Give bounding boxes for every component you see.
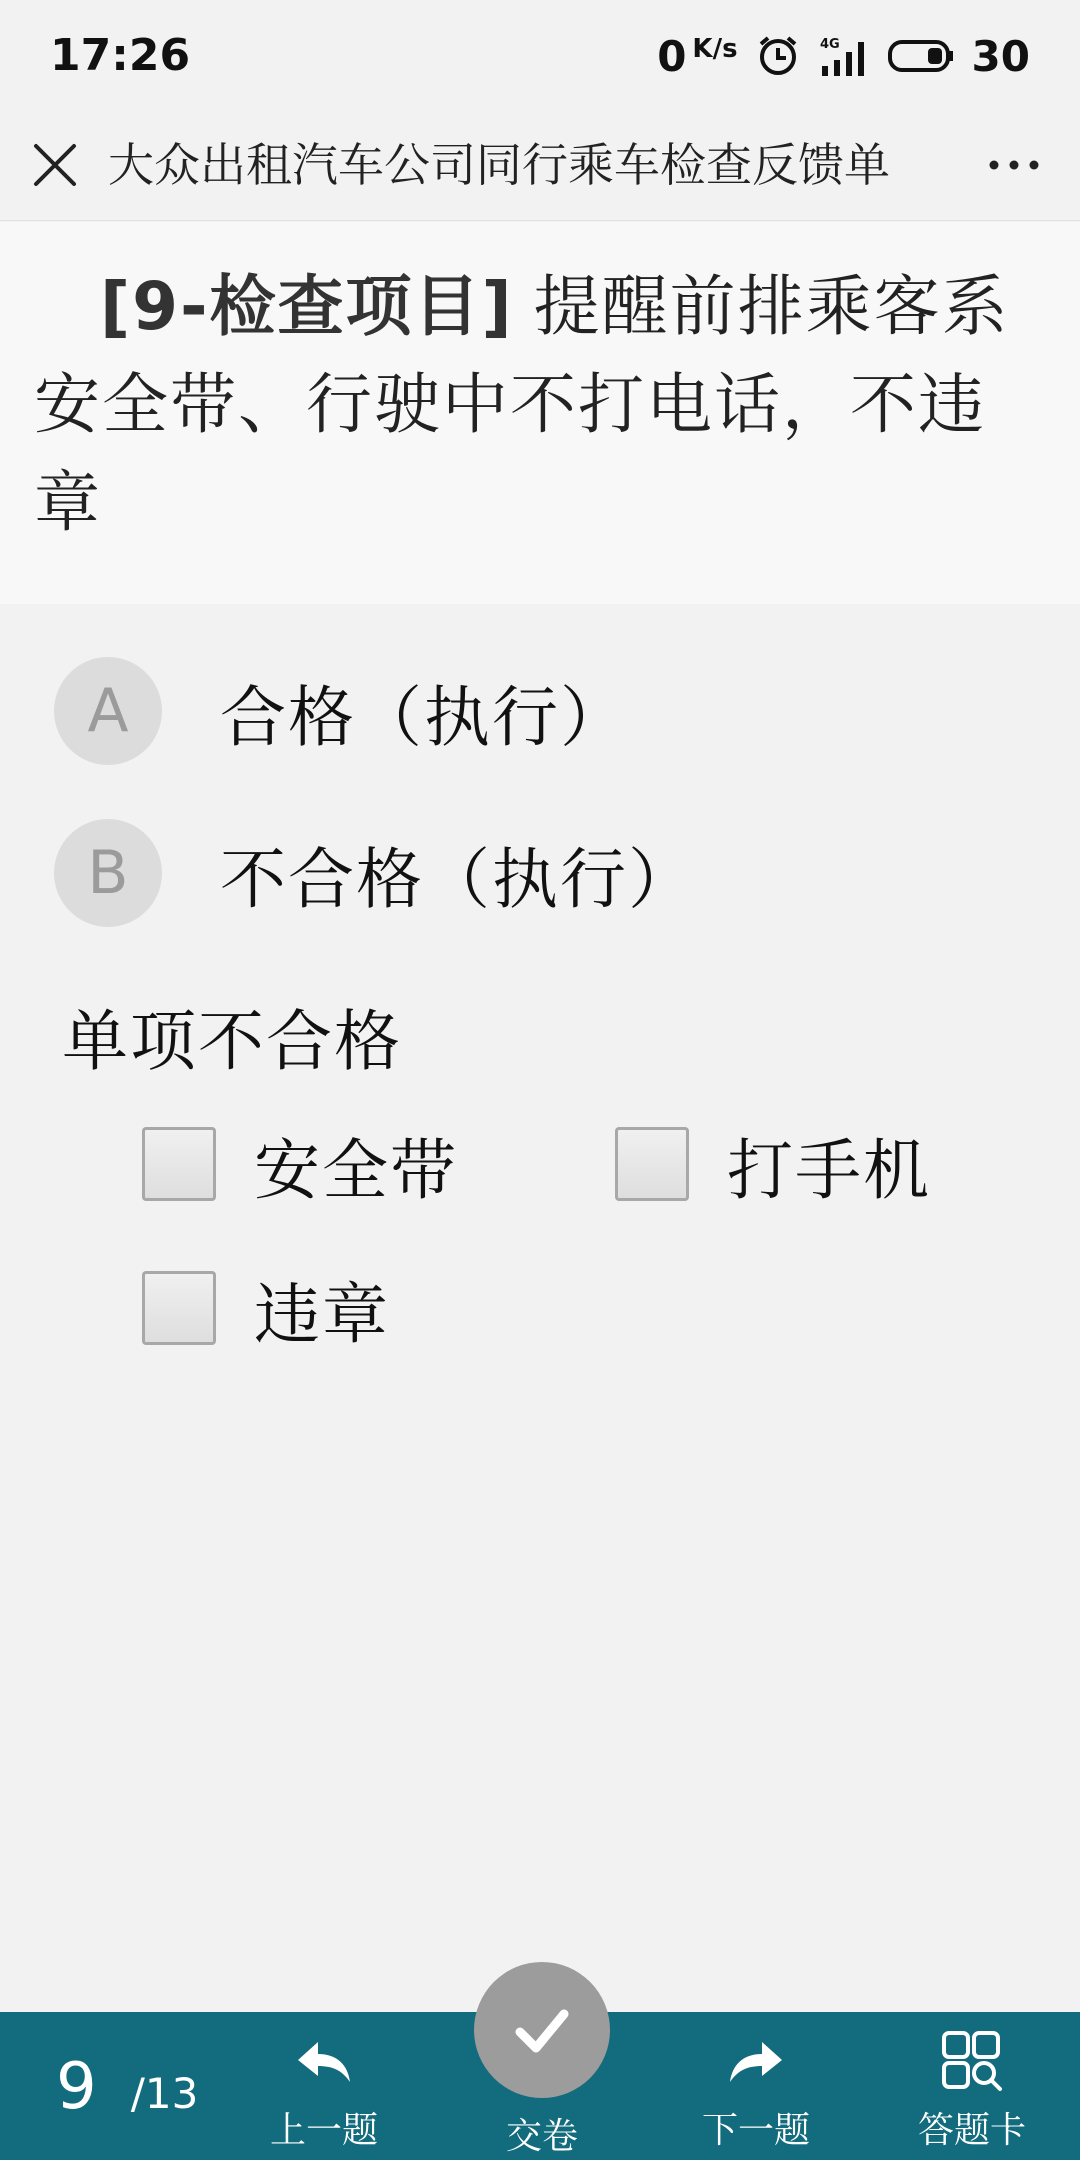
more-icon [984, 140, 1044, 190]
total-questions: /13 [130, 2069, 199, 2118]
question-text [34, 258, 1034, 552]
question-counter [56, 2050, 198, 2124]
network-type-label: 4G [819, 37, 840, 52]
violation-checkbox[interactable] [142, 1271, 216, 1345]
option-b-letter: B [54, 819, 162, 927]
answer-card-label: 答题卡 [917, 2110, 1026, 2151]
status-icons [657, 30, 1030, 82]
more-button[interactable] [984, 140, 1044, 190]
answer-card-button[interactable] [872, 2026, 1072, 2160]
network-speed [657, 32, 737, 81]
checkmark-icon [510, 1998, 574, 2062]
grid-search-icon [941, 2030, 1003, 2092]
checkbox-item-violation[interactable] [142, 1268, 390, 1353]
title-bar [0, 110, 1080, 221]
phone-label: 打手机 [727, 1131, 931, 1209]
network-speed-unit: K/s [692, 33, 738, 64]
next-question-button[interactable] [656, 2026, 856, 2160]
checkbox-item-phone[interactable] [615, 1124, 931, 1209]
prev-question-label: 上一题 [269, 2110, 378, 2151]
status-time: 17:26 [50, 30, 191, 81]
next-question-label: 下一题 [701, 2110, 810, 2151]
battery-level: 30 [971, 31, 1030, 81]
sub-section-title: 单项不合格 [62, 1003, 402, 1080]
close-icon [28, 134, 82, 196]
phone-checkbox[interactable] [615, 1127, 689, 1201]
submit-button[interactable] [474, 1962, 610, 2098]
forward-arrow-icon [726, 2036, 786, 2086]
option-b-label: 不合格（执行） [220, 840, 696, 918]
question-body: 提醒前排乘客系安全带、行驶中不打电话，不违章 [34, 268, 1010, 541]
signal-4g-icon [818, 34, 870, 78]
battery-icon [888, 38, 954, 74]
close-button[interactable] [28, 134, 82, 196]
network-speed-value: 0 [657, 31, 687, 81]
submit-label: 交卷 [505, 2116, 578, 2157]
status-bar [0, 0, 1080, 110]
option-a-letter: A [54, 657, 162, 765]
option-a[interactable] [54, 656, 954, 766]
checkbox-item-seatbelt[interactable] [142, 1124, 458, 1209]
question-card [0, 222, 1080, 604]
seatbelt-checkbox[interactable] [142, 1127, 216, 1201]
seatbelt-label: 安全带 [254, 1131, 458, 1209]
violation-label: 违章 [254, 1275, 390, 1353]
alarm-icon [756, 34, 800, 78]
option-a-label: 合格（执行） [220, 678, 628, 756]
question-tag: [9-检查项目] [100, 268, 514, 345]
current-question: 9 [56, 2050, 97, 2124]
prev-question-button[interactable] [224, 2026, 424, 2160]
option-b[interactable] [54, 818, 954, 928]
reply-arrow-icon [294, 2036, 354, 2086]
page-title: 大众出租汽车公司同行乘车检查反馈单 [108, 138, 890, 192]
